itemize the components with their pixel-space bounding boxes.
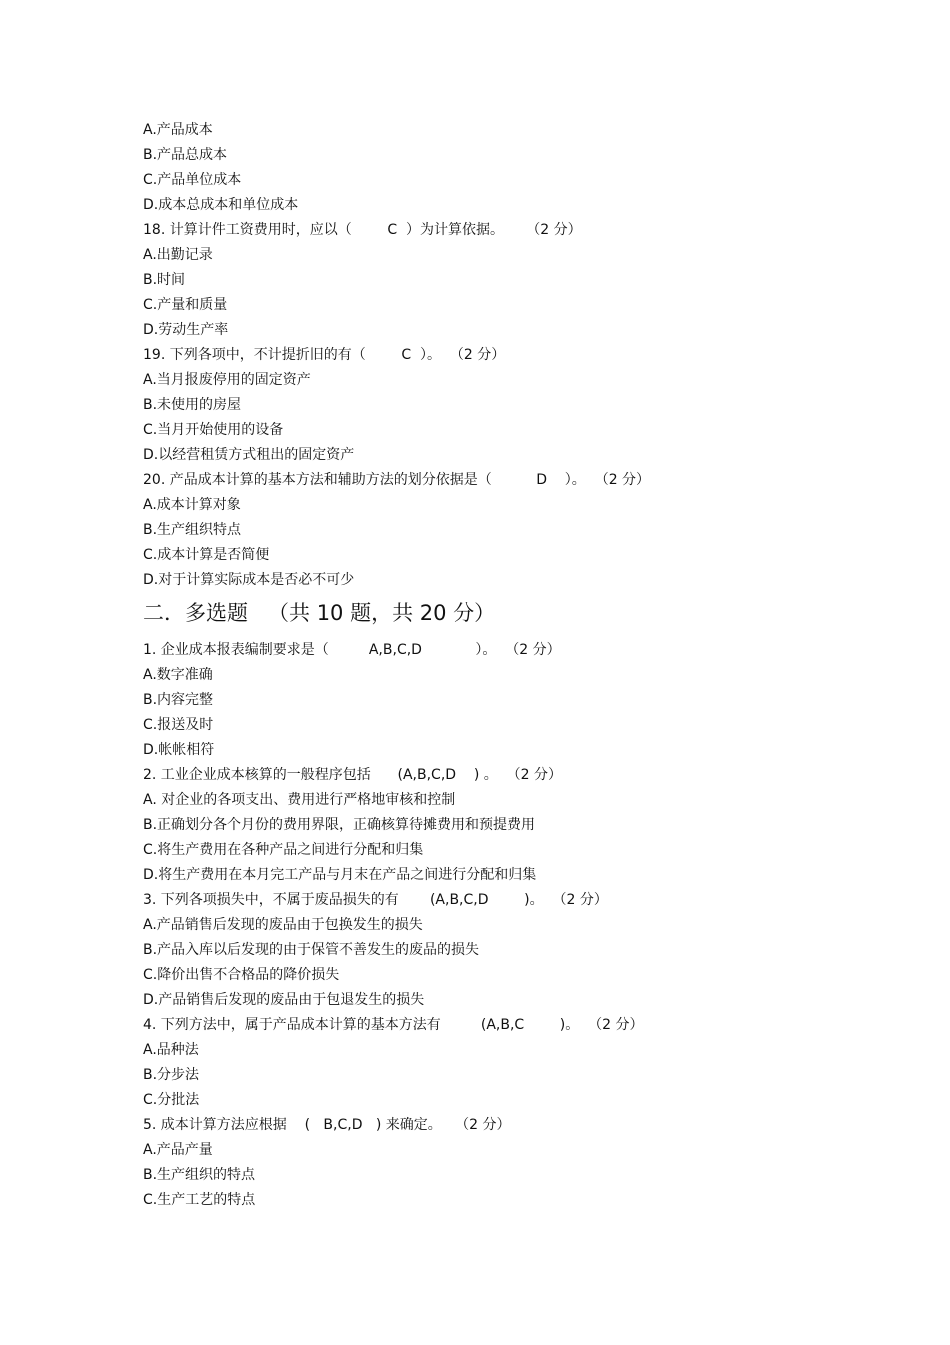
option-line: A.成本计算对象 (143, 497, 241, 513)
question-line: 5. 成本计算方法应根据 ( B,C,D ) 来确定。 （2 分） (143, 1117, 511, 1133)
option-line: C.当月开始使用的设备 (143, 422, 284, 438)
option-line: C.降价出售不合格品的降价损失 (143, 967, 340, 983)
question-line: 2. 工业企业成本核算的一般程序包括 (A,B,C,D ) 。 （2 分） (143, 767, 563, 783)
option-line: D.产品销售后发现的废品由于包退发生的损失 (143, 992, 425, 1008)
option-line: C.报送及时 (143, 717, 214, 733)
option-line: D.对于计算实际成本是否必不可少 (143, 572, 355, 588)
option-line: C.分批法 (143, 1092, 200, 1108)
option-line: C.产量和质量 (143, 297, 228, 313)
question-block-top (143, 118, 843, 593)
question-block-bottom (143, 638, 843, 1213)
option-line: A.当月报废停用的固定资产 (143, 372, 311, 388)
option-line: A.产品销售后发现的废品由于包换发生的损失 (143, 917, 423, 933)
option-line: B.产品总成本 (143, 147, 228, 163)
option-line: D.帐帐相符 (143, 742, 215, 758)
option-line: C.成本计算是否简便 (143, 547, 270, 563)
option-line: B.未使用的房屋 (143, 397, 242, 413)
option-line: C.将生产费用在各种产品之间进行分配和归集 (143, 842, 424, 858)
question-line: 18. 计算计件工资费用时，应以（ C ）为计算依据。 （2 分） (143, 222, 582, 238)
option-line: A.产品成本 (143, 122, 213, 138)
option-line: B.正确划分各个月份的费用界限，正确核算待摊费用和预提费用 (143, 817, 536, 833)
option-line: A.出勤记录 (143, 247, 213, 263)
option-line: A.数字准确 (143, 667, 213, 683)
option-line: D.以经营租赁方式租出的固定资产 (143, 447, 355, 463)
question-line: 3. 下列各项损失中，不属于废品损失的有 (A,B,C,D )。 （2 分） (143, 892, 608, 908)
option-line: A.品种法 (143, 1042, 199, 1058)
question-line: 19. 下列各项中，不计提折旧的有（ C ）。 （2 分） (143, 347, 506, 363)
option-line: B.时间 (143, 272, 186, 288)
option-line: B.内容完整 (143, 692, 214, 708)
question-line: 1. 企业成本报表编制要求是（ A,B,C,D ）。 （2 分） (143, 642, 561, 658)
option-line: D.将生产费用在本月完工产品与月末在产品之间进行分配和归集 (143, 867, 537, 883)
question-line: 4. 下列方法中，属于产品成本计算的基本方法有 (A,B,C )。 （2 分） (143, 1017, 644, 1033)
question-line: 20. 产品成本计算的基本方法和辅助方法的划分依据是（ D ）。 （2 分） (143, 472, 651, 488)
option-line: A.产品产量 (143, 1142, 213, 1158)
document-page (143, 118, 843, 1213)
option-line: C.产品单位成本 (143, 172, 242, 188)
option-line: D.劳动生产率 (143, 322, 229, 338)
option-line: B.产品入库以后发现的由于保管不善发生的废品的损失 (143, 942, 480, 958)
option-line: A. 对企业的各项支出、费用进行严格地审核和控制 (143, 792, 456, 808)
section-heading: 二．多选题 （共 10 题，共 20 分） (143, 601, 496, 625)
option-line: B.生产组织特点 (143, 522, 242, 538)
option-line: B.分步法 (143, 1067, 200, 1083)
option-line: C.生产工艺的特点 (143, 1192, 256, 1208)
option-line: D.成本总成本和单位成本 (143, 197, 299, 213)
option-line: B.生产组织的特点 (143, 1167, 256, 1183)
